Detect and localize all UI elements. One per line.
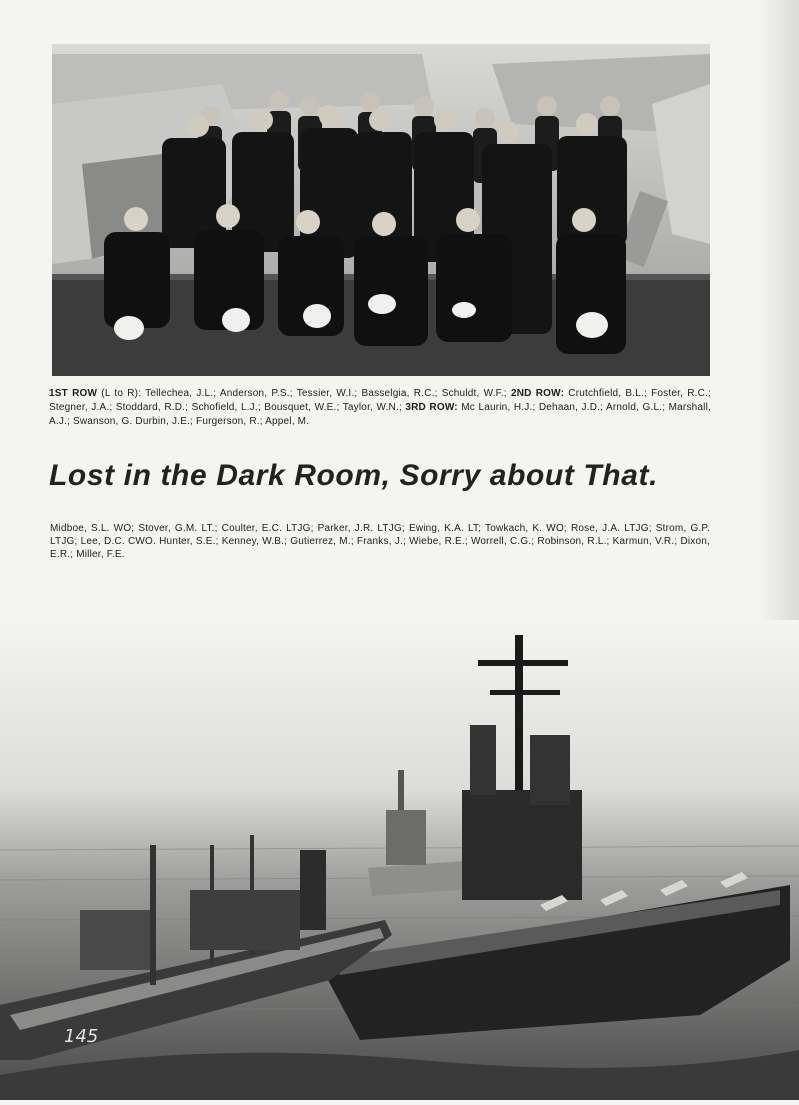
row1-note: (L to R): — [97, 388, 146, 399]
ships-illustration — [0, 620, 799, 1100]
page-headline: Lost in the Dark Room, Sorry about That. — [49, 459, 659, 492]
row2-names: Crutchfield, B.L.; Foster, R.C.; Stegner, J.A.; Stoddard, R.D.; Schofield, L.J.; Bousquet, W.E.; Taylor, W.N.; — [49, 388, 712, 413]
group-photo — [52, 44, 710, 376]
row3-label: 3RD ROW: — [405, 402, 458, 413]
ship-hull-number: 145 — [64, 1026, 99, 1047]
row1-label: 1ST ROW — [49, 388, 98, 399]
photo-caption — [49, 387, 711, 429]
row2-label: 2ND ROW: — [510, 388, 565, 399]
replenishment-photo — [0, 620, 799, 1100]
group-photo-illustration — [52, 44, 710, 376]
row3-names: Mc Laurin, H.J.; Dehaan, J.D.; Arnold, G.L.; Marshall, A.J.; Swanson, G. Durbin, J.E.; Furgerson, R.; Appel, M. — [49, 402, 711, 427]
missing-names-list: Midboe, S.L. WO; Stover, G.M. LT.; Coulter, E.C. LTJG; Parker, J.R. LTJG; Ewing, K.A. LT; Towkach, K. WO; Rose, J.A. LTJG; Strom, G.P. LTJG; Lee, D.C. CWO. Hunter, S.E.; Kenney, W.B.; Gutierrez, M.; Franks, J.; Wiebe, R.E.; Worrell, C.G.; Robinson, R.L.; Karmun, V.R.; Dixon, E.R.; Miller, F.E. — [50, 523, 710, 560]
row1-names: Tellechea, J.L.; Anderson, P.S.; Tessier, W.I.; Basselgia, R.C.; Schuldt, W.F.; — [145, 388, 511, 399]
